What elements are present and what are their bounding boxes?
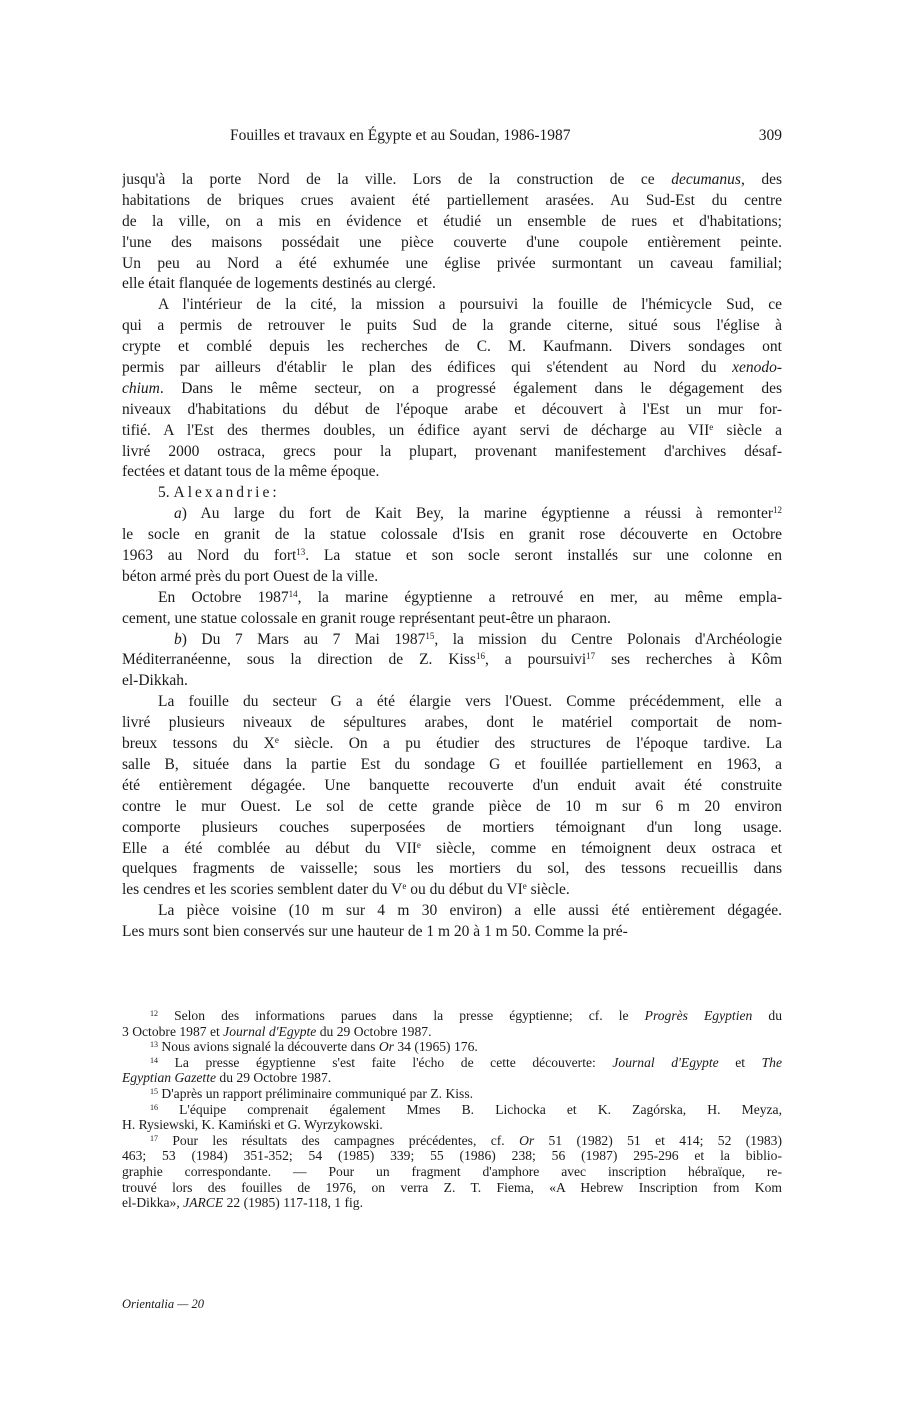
footnote-reference: 13 [150, 1040, 158, 1050]
footnote-reference: 15 [425, 630, 435, 641]
italic-text: The [761, 1054, 782, 1070]
text-line: le socle en granit de la statue colossale d'Isis en granit rose découverte en Octobre [122, 526, 782, 544]
text-line: elle était flanquée de logements destinés au clergé. [122, 275, 436, 293]
page-number: 309 [758, 127, 782, 144]
footnotes [122, 1008, 782, 1211]
paragraph [122, 295, 782, 483]
footnote-line: $^{16}$ L'équipe comprenait également Mmes B. Lichocka et K. Zagórska, H. Meyza, [150, 1101, 782, 1117]
text-line: 1963 au Nord du fort$^{13}$. La statue et son socle seront installés sur une colonne en [122, 547, 782, 565]
footnote [122, 1055, 782, 1086]
footnote-reference: 16 [150, 1102, 158, 1112]
text-line: cement, une statue colossale en granit rouge représentant peut-être un pharaon. [122, 609, 611, 627]
text-line: salle B, située dans la partie Est du sondage G et fouillée partiellement en 1963, a [122, 755, 782, 773]
text-line: b) Du 7 Mars au 7 Mai 1987$^{15}$, la mission du Centre Polonais d'Archéologie [174, 630, 782, 648]
text-line: chium. Dans le même secteur, on a progressé également dans le dégagement des [122, 379, 782, 397]
text-line: crypte et comblé depuis les recherches de C. M. Kaufmann. Divers sondages ont [122, 338, 782, 356]
text-line: Les murs sont bien conservés sur une hauteur de 1 m 20 à 1 m 50. Comme la pré- [122, 923, 628, 941]
footnote-reference: e [522, 881, 527, 892]
footnote-line: Egyptian Gazette du 29 Octobre 1987. [122, 1070, 332, 1086]
footnote-reference: 16 [475, 651, 485, 662]
footnote-line: $^{15}$ D'après un rapport préliminaire communiqué par Z. Kiss. [150, 1085, 474, 1101]
footnote-line: el-Dikka», JARCE 22 (1985) 117-118, 1 fig. [122, 1195, 363, 1211]
italic-text: Journal d'Egypte [612, 1054, 719, 1070]
text-line: tifié. A l'Est des thermes doubles, un édifice ayant servi de décharge au VIIe siècle a [122, 421, 782, 439]
italic-text: chium [122, 379, 160, 397]
footnote [122, 1008, 782, 1039]
text-line: livré plusieurs niveaux de sépultures arabes, dont le matériel comportait de nom- [122, 714, 782, 732]
italic-text: JARCE [183, 1195, 224, 1211]
text-line: a) Au large du fort de Kait Bey, la marine égyptienne a réussi à remonter$^{12}$ [174, 505, 782, 523]
text-line: A l'intérieur de la cité, la mission a poursuivi la fouille de l'hémicycle Sud, ce [158, 296, 782, 314]
footnote-line: graphie correspondante. — Pour un fragment d'amphore avec inscription hébraïque, re- [122, 1163, 782, 1179]
text-line: breux tessons du Xe siècle. On a pu étudier des structures de l'époque tardive. La [122, 735, 782, 753]
text-line: niveaux d'habitations du début de l'époque arabe et découvert à l'Est un mur for- [122, 400, 782, 418]
paragraph [122, 692, 782, 901]
italic-text: Or [378, 1039, 394, 1055]
text-line: comporte plusieurs couches superposées de mortiers témoignant d'un long usage. [122, 818, 782, 836]
paragraph [122, 901, 782, 943]
text-line: el-Dikkah. [122, 672, 188, 690]
footnote [122, 1086, 782, 1102]
italic-text: a [174, 505, 182, 523]
footnote-line: trouvé lors des fouilles de 1976, on verra Z. T. Fiema, «A Hebrew Inscription from Kom [122, 1179, 782, 1195]
text-line: quelques fragments de vaisselle; sous les mortiers du sol, des tessons recueillis dans [122, 860, 782, 878]
footnote-reference: e [709, 421, 714, 432]
footnote-reference: 17 [586, 651, 596, 662]
footnote-reference: 15 [150, 1086, 158, 1096]
body-text [122, 170, 782, 943]
footnote-line: $^{13}$ Nous avions signalé la découverte dans Or 34 (1965) 176. [150, 1039, 478, 1055]
text-line: de la ville, on a mis en évidence et étudié un ensemble de rues et d'habitations; [122, 212, 782, 230]
text-line: été entièrement dégagée. Une banquette recouverte d'un enduit avait été construite [122, 776, 782, 794]
italic-text: Progrès Egyptien [644, 1008, 753, 1023]
footnote-line: $^{12}$ Selon des informations parues dans la presse égyptienne; cf. le Progrès Egyptien du [150, 1008, 782, 1023]
footnote-line: $^{14}$ La presse égyptienne s'est faite l'écho de cette découverte: Journal d'Egypte et The [150, 1054, 782, 1070]
footnote-line: $^{17}$ Pour les résultats des campagnes précédentes, cf. Or 51 (1982) 51 et 414; 52 (1983) [150, 1132, 782, 1148]
italic-text: Journal d'Egypte [223, 1023, 317, 1039]
running-head [122, 126, 782, 146]
text-line: En Octobre 1987$^{14}$, la marine égyptienne a retrouvé en mer, au même empla- [158, 588, 782, 606]
italic-text: xenodo- [732, 359, 782, 377]
section-heading [122, 483, 782, 504]
running-title: Fouilles et travaux en Égypte et au Soudan, 1986-1987 [230, 127, 571, 144]
footnote-line: H. Rysiewski, K. Kamiński et G. Wyrzykowski. [122, 1117, 383, 1133]
text-line: Un peu au Nord a été exhumée une église privée surmontant un caveau familial; [122, 254, 782, 272]
footnote-reference: 12 [150, 1009, 158, 1018]
paragraph [122, 504, 782, 588]
footnote-line: 3 Octobre 1987 et Journal d'Egypte du 29 Octobre 1987. [122, 1023, 432, 1039]
paragraph [122, 630, 782, 693]
text-line: jusqu'à la porte Nord de la ville. Lors de la construction de ce decumanus, des [122, 171, 782, 188]
footnote-reference: 13 [296, 547, 306, 558]
paragraph [122, 588, 782, 630]
text-line: contre le mur Ouest. Le sol de cette grande pièce de 10 m sur 6 m 20 environ [122, 797, 782, 815]
text-line: livré 2000 ostraca, grecs pour la plupart, provenant manifestement d'archives désaf- [122, 442, 782, 460]
footnote-reference: e [402, 881, 407, 892]
text-line: les cendres et les scories semblent dater du Ve ou du début du VIe siècle. [122, 881, 570, 899]
footnote-reference: e [416, 839, 421, 850]
section-title: Alexandrie: [173, 484, 280, 502]
footnote [122, 1039, 782, 1055]
text-line: qui a permis de retrouver le puits Sud de la grande citerne, situé sous l'église à [122, 317, 782, 335]
footnote-reference: e [274, 735, 279, 746]
italic-text: Egyptian Gazette [122, 1070, 217, 1086]
text-line: permis par ailleurs d'établir le plan des édifices qui s'étendent au Nord du xenodo- [122, 359, 782, 377]
footnote-line: 463; 53 (1984) 351-352; 54 (1985) 339; 55 (1986) 238; 56 (1987) 295-296 et la biblio- [122, 1148, 782, 1164]
text-line: Elle a été comblée au début du VIIe siècle, comme en témoignent deux ostraca et [122, 839, 782, 857]
footnote [122, 1102, 782, 1133]
text-line: La pièce voisine (10 m sur 4 m 30 environ) a elle aussi été entièrement dégagée. [158, 902, 782, 920]
text-line: habitations de briques crues avaient été partiellement arasées. Au Sud-Est du centre [122, 191, 782, 209]
italic-text: b [174, 630, 182, 648]
footnote-reference: 12 [773, 505, 782, 516]
italic-text: decumanus [671, 171, 741, 188]
footnote-reference: 17 [150, 1133, 158, 1143]
text-line: béton armé près du port Ouest de la ville. [122, 567, 379, 585]
footnote-reference: 14 [150, 1055, 158, 1065]
text-line: fectées et datant tous de la même époque. [122, 463, 380, 481]
italic-text: Or [519, 1132, 535, 1148]
signature-mark: Orientalia — 20 [122, 1297, 204, 1311]
text-line: l'une des maisons possédait une pièce couverte d'une coupole entièrement peinte. [122, 233, 782, 251]
section-number: 5. [158, 484, 170, 502]
footnote [122, 1133, 782, 1211]
paragraph [122, 170, 782, 295]
text-line: Méditerranéenne, sous la direction de Z. Kiss$^{16}$, a poursuivi$^{17}$ ses recherches à Kôm [122, 651, 782, 669]
text-line: La fouille du secteur G a été élargie vers l'Ouest. Comme précédemment, elle a [158, 693, 782, 711]
footnote-reference: 14 [288, 588, 298, 599]
